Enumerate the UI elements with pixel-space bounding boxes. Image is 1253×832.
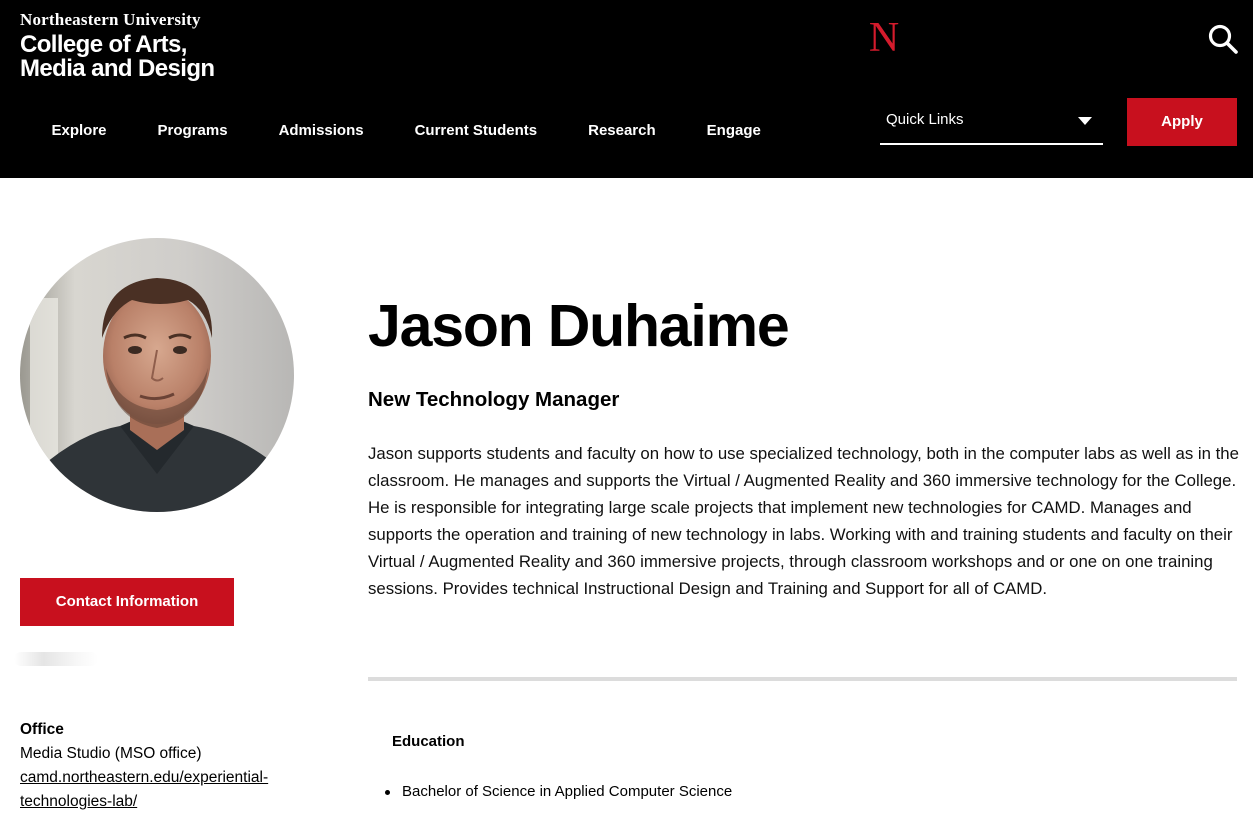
list-item [384, 780, 732, 804]
quick-links-dropdown[interactable] [880, 104, 1103, 145]
office-value: Media Studio (MSO office) [20, 745, 202, 762]
education-heading: Education [392, 733, 465, 750]
page-title: Jason Duhaime [368, 293, 789, 359]
bullet-icon [385, 790, 390, 795]
nav-research[interactable]: Research [588, 122, 656, 139]
nav-engage[interactable]: Engage [706, 122, 761, 139]
university-name: Northeastern University [20, 10, 201, 29]
nav-explore[interactable]: Explore [51, 122, 107, 139]
search-icon[interactable] [1206, 22, 1240, 56]
profile-photo [20, 238, 294, 512]
quick-links-label: Quick Links [886, 111, 964, 128]
office-info [20, 718, 290, 814]
apply-button[interactable]: Apply [1127, 98, 1237, 146]
job-title: New Technology Manager [368, 388, 620, 411]
bio-paragraph: Jason supports students and faculty on how to use specialized technology, both in the computer labs as well as in the classroom. He manages and supports the Virtual / Augmented Reality and 360 immersive technology for the College. He is responsible for integrating large scale projects that implement new technologies for CAMD. Manages and supports the operation and training of new technology in labs. Working with and training students and faculty on their Virtual / Augmented Reality and 360 immersive projects, through classroom workshops and or one on one training sessions. Provides technical Instructional Design and Training and Support for all of CAMD. [368, 444, 1239, 598]
main-nav [26, 116, 786, 146]
nav-admissions[interactable]: Admissions [278, 122, 364, 139]
nav-programs[interactable]: Programs [157, 122, 228, 139]
chevron-down-icon [1078, 117, 1092, 125]
site-header [0, 0, 1253, 178]
college-logo[interactable] [20, 10, 214, 81]
college-name-line-1: College of Arts, [20, 31, 187, 58]
office-label: Office [20, 721, 64, 738]
nav-current-students[interactable]: Current Students [414, 122, 538, 139]
northeastern-n-logo[interactable]: N [868, 15, 900, 61]
college-name-line-2: Media and Design [20, 55, 215, 82]
section-divider [368, 677, 1237, 681]
education-list [384, 780, 732, 804]
office-website-link[interactable]: camd.northeastern.edu/experiential-technologies-lab/ [20, 769, 269, 810]
education-item-label: Bachelor of Science in Applied Computer Science [402, 783, 733, 800]
contact-information-button[interactable]: Contact Information [20, 578, 234, 626]
decorative-smudge [14, 652, 98, 666]
